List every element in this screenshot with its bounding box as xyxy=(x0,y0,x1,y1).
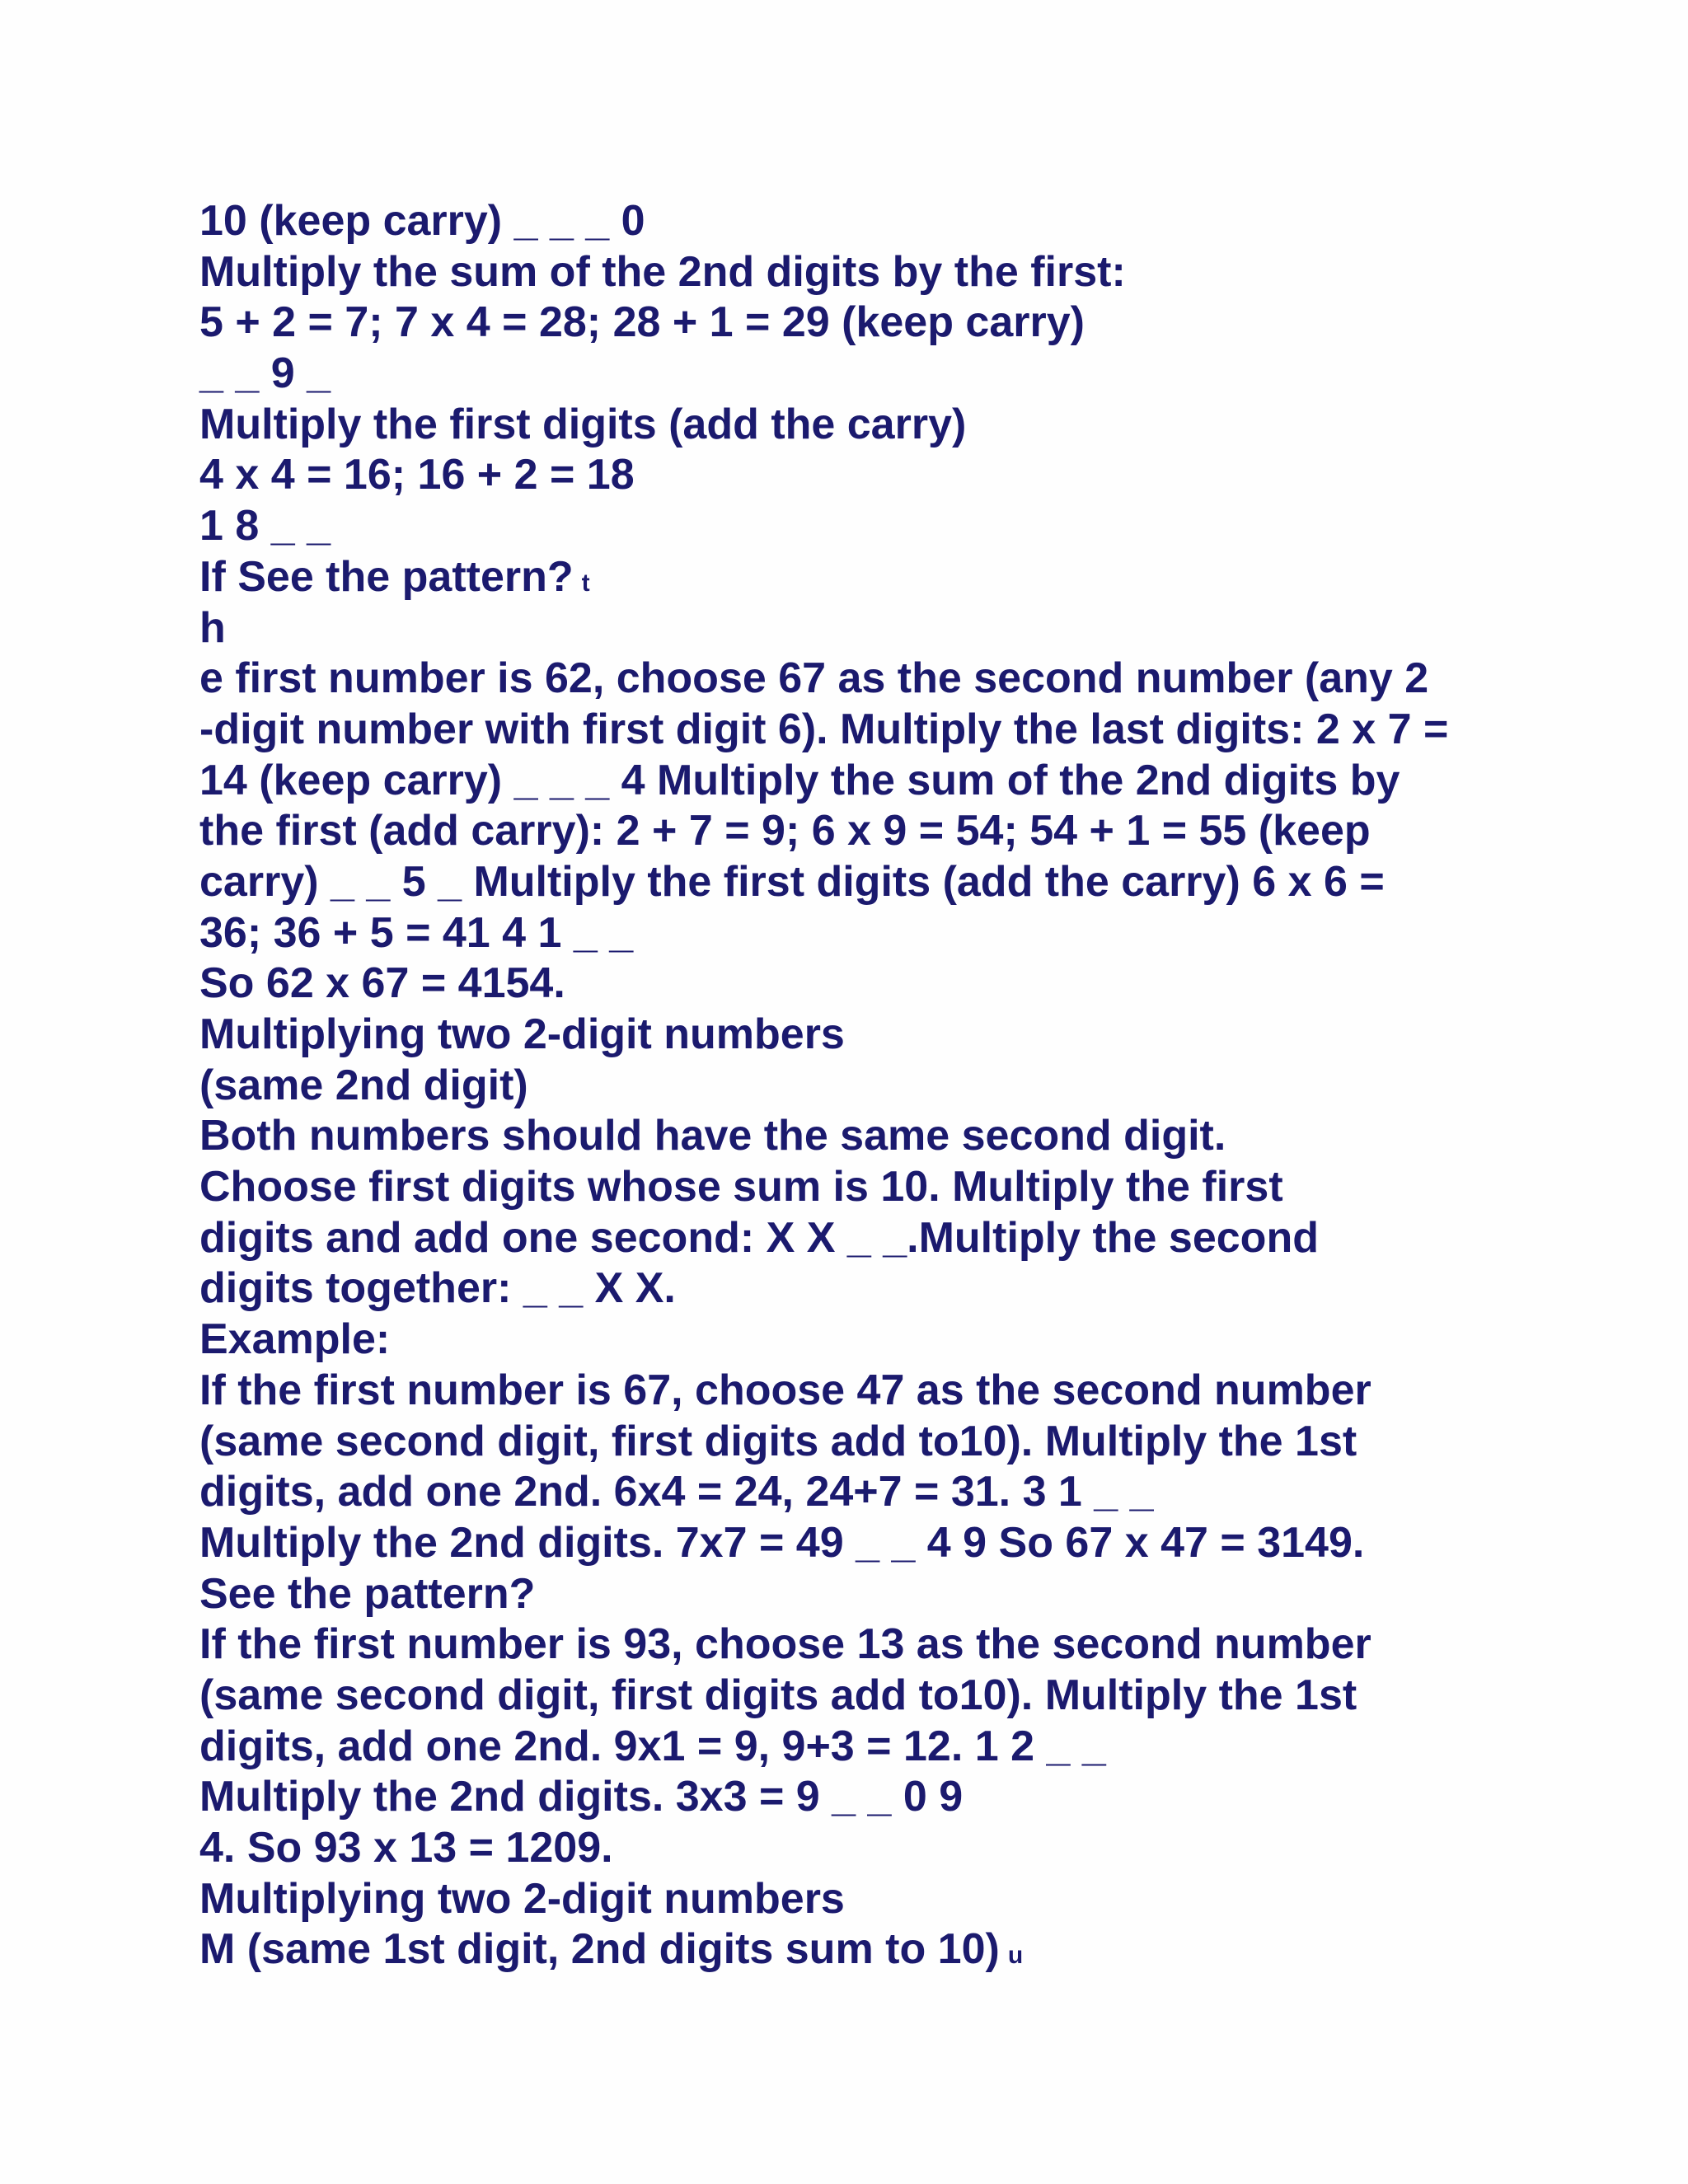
text-line: Multiply the 2nd digits. 7x7 = 49 _ _ 4 9 So 67 x 47 = 3149. xyxy=(199,1518,1365,1567)
text-line: Multiply the first digits (add the carry) xyxy=(199,400,967,448)
text-line-content: M (same 1st digit, 2nd digits sum to 10) xyxy=(199,1925,1000,1974)
text-line: the first (add carry): 2 + 7 = 9; 6 x 9 = 54; 54 + 1 = 55 (keep xyxy=(199,807,1371,855)
text-line: Multiply the sum of the 2nd digits by the first: xyxy=(199,247,1126,296)
section-heading: Multiplying two 2-digit numbers xyxy=(199,1010,845,1058)
section-heading: Multiplying two 2-digit numbers xyxy=(199,1874,845,1923)
text-line: 36; 36 + 5 = 41 4 1 _ _ xyxy=(199,908,634,957)
text-line: digits and add one second: X X _ _.Multiply the second xyxy=(199,1213,1319,1262)
text-line: carry) _ _ 5 _ Multiply the first digits (add the carry) 6 x 6 = xyxy=(199,857,1385,906)
text-line: If the first number is 93, choose 13 as the second number xyxy=(199,1620,1372,1669)
section-subheading: (same 2nd digit) xyxy=(199,1061,528,1109)
text-line: 4. So 93 x 13 = 1209. xyxy=(199,1824,613,1872)
text-line-with-glyph xyxy=(199,1924,1584,1975)
text-line: Both numbers should have the same second digit. xyxy=(199,1112,1226,1160)
text-line: (same second digit, first digits add to10). Multiply the 1st xyxy=(199,1417,1357,1465)
text-line: 10 (keep carry) _ _ _ 0 xyxy=(199,197,645,245)
text-line: digits together: _ _ X X. xyxy=(199,1264,676,1313)
stray-glyph: u xyxy=(1007,1942,1024,1970)
text-line: So 62 x 67 = 4154. xyxy=(199,959,565,1008)
text-line: 1 8 _ _ xyxy=(199,502,331,551)
text-line: Choose first digits whose sum is 10. Multiply the first xyxy=(199,1163,1283,1212)
text-line-content: If See the pattern? xyxy=(199,552,574,601)
text-line: (same second digit, first digits add to10). Multiply the 1st xyxy=(199,1671,1357,1719)
text-line: If the first number is 67, choose 47 as the second number xyxy=(199,1366,1372,1414)
text-line: e first number is 62, choose 67 as the second number (any 2 xyxy=(199,654,1429,703)
text-line: digits, add one 2nd. 6x4 = 24, 24+7 = 31. 3 1 _ _ xyxy=(199,1468,1154,1516)
text-line: digits, add one 2nd. 9x1 = 9, 9+3 = 12. 1 2 _ _ xyxy=(199,1722,1106,1770)
text-line: 5 + 2 = 7; 7 x 4 = 28; 28 + 1 = 29 (keep carry) xyxy=(199,298,1085,347)
text-line: See the pattern? xyxy=(199,1569,536,1618)
example-label: Example: xyxy=(199,1315,391,1364)
text-line-with-glyph xyxy=(199,552,1584,603)
text-line: -digit number with first digit 6). Multiply the last digits: 2 x 7 = xyxy=(199,705,1449,753)
text-line: 14 (keep carry) _ _ _ 4 Multiply the sum of the 2nd digits by xyxy=(199,756,1400,804)
text-line: h xyxy=(199,603,226,652)
text-line: Multiply the 2nd digits. 3x3 = 9 _ _ 0 9 xyxy=(199,1773,964,1821)
stray-glyph: t xyxy=(581,569,590,597)
document-text xyxy=(199,196,1584,1975)
text-line: _ _ 9 _ xyxy=(199,349,331,398)
text-line: 4 x 4 = 16; 16 + 2 = 18 xyxy=(199,451,635,499)
